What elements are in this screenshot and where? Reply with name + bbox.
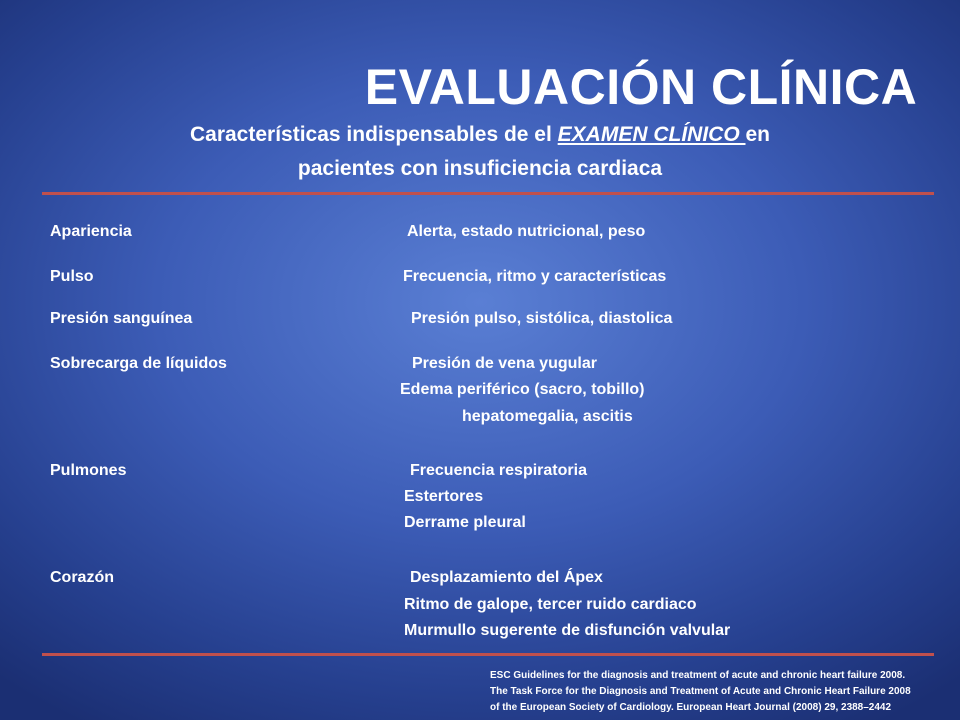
row-value: Murmullo sugerente de disfunción valvular	[404, 622, 731, 639]
subtitle-emphasis: EXAMEN CLÍNICO	[557, 123, 746, 146]
row-label: Sobrecarga de líquidos	[50, 355, 227, 372]
row-value: Desplazamiento del Ápex	[410, 569, 603, 586]
subtitle-text-start: Características indispensables de el	[189, 123, 558, 146]
row-value: Estertores	[404, 488, 484, 505]
bottom-divider	[42, 653, 934, 656]
reference-line-1: ESC Guidelines for the diagnosis and treatment of acute and chronic heart failure 2008.	[490, 670, 906, 681]
row-value: Presión pulso, sistólica, diastolica	[411, 310, 673, 327]
row-value: Edema periférico (sacro, tobillo)	[400, 381, 645, 398]
reference-citation	[490, 668, 911, 716]
slide-subtitle	[0, 118, 960, 186]
reference-line-2: The Task Force for the Diagnosis and Treatment of Acute and Chronic Heart Failure 2008	[490, 686, 911, 697]
row-label: Presión sanguínea	[50, 310, 193, 327]
row-value: Alerta, estado nutricional, peso	[407, 223, 646, 240]
reference-line-3: of the European Society of Cardiology. European Heart Journal (2008) 29, 2388–2442	[490, 702, 892, 713]
subtitle-line-1	[0, 118, 960, 152]
row-value: Presión de vena yugular	[412, 355, 597, 372]
row-value: hepatomegalia, ascitis	[462, 408, 633, 425]
row-label: Pulso	[50, 268, 94, 285]
row-label: Apariencia	[50, 223, 132, 240]
slide-title: EVALUACIÓN CLÍNICA	[364, 59, 918, 115]
row-value: Frecuencia respiratoria	[410, 462, 587, 479]
row-value: Frecuencia, ritmo y características	[403, 268, 667, 285]
row-value: Derrame pleural	[404, 514, 526, 531]
subtitle-line-2: pacientes con insuficiencia cardiaca	[297, 157, 663, 180]
subtitle-text-end: en	[745, 123, 771, 146]
top-divider	[42, 192, 934, 195]
row-value: Ritmo de galope, tercer ruido cardiaco	[404, 596, 697, 613]
row-label: Corazón	[50, 569, 114, 586]
row-label: Pulmones	[50, 462, 127, 479]
